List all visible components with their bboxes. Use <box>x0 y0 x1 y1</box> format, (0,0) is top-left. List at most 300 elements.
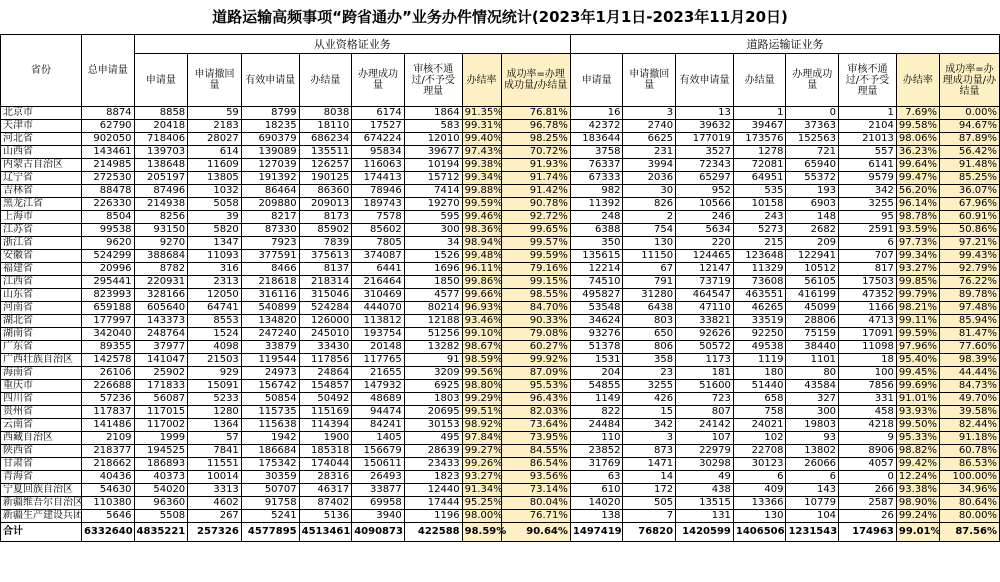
value-cell: 73608 <box>733 276 786 289</box>
value-cell: 86464 <box>241 185 299 198</box>
value-cell: 583 <box>404 120 462 133</box>
value-cell: 174963 <box>839 523 897 542</box>
value-cell: 13515 <box>676 497 734 510</box>
value-cell: 139089 <box>241 146 299 159</box>
value-cell: 127039 <box>241 159 299 172</box>
value-cell: 5058 <box>188 198 242 211</box>
value-cell: 117837 <box>81 406 134 419</box>
value-cell: 12214 <box>570 263 623 276</box>
value-cell: 822 <box>570 406 623 419</box>
value-cell: 21655 <box>352 367 405 380</box>
value-cell: 2036 <box>623 172 676 185</box>
value-cell: 84.70% <box>501 302 570 315</box>
province-cell: 黑龙江省 <box>1 198 82 211</box>
value-cell: 1 <box>733 107 786 120</box>
value-cell: 28806 <box>786 315 839 328</box>
value-cell: 13 <box>676 107 734 120</box>
value-cell: 248 <box>570 211 623 224</box>
value-cell: 54855 <box>570 380 623 393</box>
value-cell: 156742 <box>241 380 299 393</box>
value-cell: 6925 <box>404 380 462 393</box>
value-cell: 45099 <box>786 302 839 315</box>
value-cell: 97.73% <box>896 237 939 250</box>
value-cell: 8553 <box>188 315 242 328</box>
value-cell: 96360 <box>134 497 188 510</box>
value-cell: 3994 <box>623 159 676 172</box>
value-cell: 99.85% <box>896 276 939 289</box>
value-cell: 73.14% <box>501 484 570 497</box>
table-row <box>1 354 1000 367</box>
value-cell: 6903 <box>786 198 839 211</box>
value-cell: 15091 <box>188 380 242 393</box>
province-cell: 上海市 <box>1 211 82 224</box>
value-cell: 20148 <box>352 341 405 354</box>
province-cell: 浙江省 <box>1 237 82 250</box>
value-cell: 26 <box>839 510 897 523</box>
value-cell: 97.43% <box>462 146 501 159</box>
value-cell: 93 <box>786 432 839 445</box>
value-cell: 65297 <box>676 172 734 185</box>
value-cell: 36.07% <box>939 185 999 198</box>
value-cell: 350 <box>570 237 623 250</box>
value-cell: 76337 <box>570 159 623 172</box>
table-row <box>1 263 1000 276</box>
value-cell: 85.94% <box>939 315 999 328</box>
value-cell: 295441 <box>81 276 134 289</box>
value-cell: 12440 <box>404 484 462 497</box>
value-cell: 175342 <box>241 458 299 471</box>
value-cell: 91.34% <box>462 484 501 497</box>
value-cell: 5136 <box>299 510 352 523</box>
value-cell: 126257 <box>299 159 352 172</box>
province-cell: 广西壮族自治区 <box>1 354 82 367</box>
value-cell: 64741 <box>188 302 242 315</box>
value-cell: 97.96% <box>896 341 939 354</box>
value-cell: 62790 <box>81 120 134 133</box>
table-row <box>1 107 1000 120</box>
value-cell: 2740 <box>623 120 676 133</box>
value-cell: 6 <box>786 471 839 484</box>
value-cell: 17503 <box>839 276 897 289</box>
value-cell: 55372 <box>786 172 839 185</box>
value-cell: 316 <box>188 263 242 276</box>
value-cell: 1406506 <box>733 523 786 542</box>
province-cell: 河南省 <box>1 302 82 315</box>
table-row <box>1 224 1000 237</box>
value-cell: 46265 <box>733 302 786 315</box>
value-cell: 14 <box>623 471 676 484</box>
value-cell: 30359 <box>241 471 299 484</box>
value-cell: 93.27% <box>896 263 939 276</box>
value-cell: 5634 <box>676 224 734 237</box>
value-cell: 327 <box>786 393 839 406</box>
value-cell: 0 <box>786 107 839 120</box>
value-cell: 91.01% <box>896 393 939 406</box>
province-cell: 吉林省 <box>1 185 82 198</box>
value-cell: 99.66% <box>462 289 501 302</box>
value-cell: 60.78% <box>939 445 999 458</box>
value-cell: 33877 <box>352 484 405 497</box>
value-cell: 152563 <box>786 133 839 146</box>
value-cell: 51440 <box>733 380 786 393</box>
value-cell: 1526 <box>404 250 462 263</box>
value-cell: 56.42% <box>939 146 999 159</box>
value-cell: 57236 <box>81 393 134 406</box>
table-row <box>1 458 1000 471</box>
value-cell: 88478 <box>81 185 134 198</box>
table-body <box>1 107 1000 542</box>
value-cell: 82.03% <box>501 406 570 419</box>
value-cell: 80.64% <box>939 497 999 510</box>
value-cell: 1900 <box>299 432 352 445</box>
value-cell: 173576 <box>733 133 786 146</box>
value-cell: 142578 <box>81 354 134 367</box>
value-cell: 8466 <box>241 263 299 276</box>
value-cell: 76.22% <box>939 276 999 289</box>
province-cell: 陕西省 <box>1 445 82 458</box>
value-cell: 216464 <box>352 276 405 289</box>
value-cell: 63 <box>570 471 623 484</box>
value-cell: 3255 <box>623 380 676 393</box>
value-cell: 51256 <box>404 328 462 341</box>
value-cell: 87496 <box>134 185 188 198</box>
value-cell: 231 <box>623 146 676 159</box>
value-cell: 86.54% <box>501 458 570 471</box>
value-cell: 85602 <box>352 224 405 237</box>
value-cell: 205197 <box>134 172 188 185</box>
value-cell: 53548 <box>570 302 623 315</box>
value-cell: 247240 <box>241 328 299 341</box>
value-cell: 8256 <box>134 211 188 224</box>
table-row <box>1 393 1000 406</box>
value-cell: 147932 <box>352 380 405 393</box>
table-row <box>1 445 1000 458</box>
value-cell: 104 <box>786 510 839 523</box>
value-cell: 97.84% <box>462 432 501 445</box>
value-cell: 267 <box>188 510 242 523</box>
value-cell: 171833 <box>134 380 188 393</box>
value-cell: 4513461 <box>299 523 352 542</box>
value-cell: 79.08% <box>501 328 570 341</box>
value-cell: 6438 <box>623 302 676 315</box>
value-cell: 49.70% <box>939 393 999 406</box>
value-cell: 96.43% <box>501 393 570 406</box>
value-cell: 99.47% <box>896 172 939 185</box>
value-cell: 23 <box>623 367 676 380</box>
value-cell: 377591 <box>241 250 299 263</box>
value-cell: 85.25% <box>939 172 999 185</box>
value-cell: 93.38% <box>896 484 939 497</box>
value-cell: 409 <box>733 484 786 497</box>
value-cell: 99.79% <box>896 289 939 302</box>
value-cell: 73719 <box>676 276 734 289</box>
value-cell: 952 <box>676 185 734 198</box>
table-row <box>1 367 1000 380</box>
value-cell: 11329 <box>733 263 786 276</box>
value-cell: 388684 <box>134 250 188 263</box>
value-cell: 0.00% <box>939 107 999 120</box>
value-cell: 823993 <box>81 289 134 302</box>
value-cell: 99.10% <box>462 328 501 341</box>
value-cell: 37363 <box>786 120 839 133</box>
value-cell: 2109 <box>81 432 134 445</box>
value-cell: 12.24% <box>896 471 939 484</box>
value-cell: 463551 <box>733 289 786 302</box>
province-cell: 新疆生产建设兵团 <box>1 510 82 523</box>
value-cell: 2587 <box>839 497 897 510</box>
value-cell: 33879 <box>241 341 299 354</box>
value-cell: 266 <box>839 484 897 497</box>
value-cell: 119544 <box>241 354 299 367</box>
value-cell: 22708 <box>733 445 786 458</box>
value-cell: 39467 <box>733 120 786 133</box>
value-cell: 1166 <box>839 302 897 315</box>
value-cell: 92.72% <box>501 211 570 224</box>
province-cell: 江西省 <box>1 276 82 289</box>
value-cell: 19803 <box>786 419 839 432</box>
value-cell: 9579 <box>839 172 897 185</box>
value-cell: 93.56% <box>501 471 570 484</box>
value-cell: 1823 <box>404 471 462 484</box>
value-cell: 4835221 <box>134 523 188 542</box>
value-cell: 438 <box>676 484 734 497</box>
value-cell: 342 <box>623 419 676 432</box>
value-cell: 5241 <box>241 510 299 523</box>
value-cell: 718406 <box>134 133 188 146</box>
value-cell: 8504 <box>81 211 134 224</box>
value-cell: 79.16% <box>501 263 570 276</box>
value-cell: 180 <box>733 367 786 380</box>
value-cell: 100.00% <box>939 471 999 484</box>
table-row <box>1 302 1000 315</box>
table-row <box>1 172 1000 185</box>
value-cell: 11093 <box>188 250 242 263</box>
value-cell: 5646 <box>81 510 134 523</box>
value-cell: 7841 <box>188 445 242 458</box>
value-cell: 5233 <box>188 393 242 406</box>
value-cell: 342040 <box>81 328 134 341</box>
value-cell: 85902 <box>299 224 352 237</box>
value-cell: 12010 <box>404 133 462 146</box>
value-cell: 34 <box>404 237 462 250</box>
value-cell: 99.29% <box>462 393 501 406</box>
value-cell: 87.09% <box>501 367 570 380</box>
value-cell: 99.57% <box>501 237 570 250</box>
value-cell: 7923 <box>241 237 299 250</box>
value-cell: 98.90% <box>896 497 939 510</box>
value-cell: 93.46% <box>462 315 501 328</box>
value-cell: 117015 <box>134 406 188 419</box>
value-cell: 30 <box>623 185 676 198</box>
value-cell: 9270 <box>134 237 188 250</box>
value-cell: 100 <box>839 367 897 380</box>
value-cell: 42372 <box>570 120 623 133</box>
value-cell: 95.40% <box>896 354 939 367</box>
value-cell: 99.42% <box>896 458 939 471</box>
value-cell: 4090873 <box>352 523 405 542</box>
value-cell: 218314 <box>299 276 352 289</box>
value-cell: 1347 <box>188 237 242 250</box>
value-cell: 416199 <box>786 289 839 302</box>
value-cell: 7839 <box>299 237 352 250</box>
value-cell: 2104 <box>839 120 897 133</box>
value-cell: 139703 <box>134 146 188 159</box>
value-cell: 72343 <box>676 159 734 172</box>
value-cell: 34624 <box>570 315 623 328</box>
value-cell: 23852 <box>570 445 623 458</box>
value-cell: 17091 <box>839 328 897 341</box>
table-row <box>1 419 1000 432</box>
value-cell: 123648 <box>733 250 786 263</box>
province-cell: 福建省 <box>1 263 82 276</box>
province-cell: 新疆维吾尔自治区 <box>1 497 82 510</box>
value-cell: 143 <box>786 484 839 497</box>
value-cell: 74510 <box>570 276 623 289</box>
value-cell: 38440 <box>786 341 839 354</box>
value-cell: 1196 <box>404 510 462 523</box>
value-cell: 78946 <box>352 185 405 198</box>
value-cell: 51600 <box>676 380 734 393</box>
value-cell: 98.92% <box>462 419 501 432</box>
value-cell: 17444 <box>404 497 462 510</box>
value-cell: 6174 <box>352 107 405 120</box>
value-cell: 110 <box>570 432 623 445</box>
value-cell: 130 <box>733 510 786 523</box>
value-cell: 96.14% <box>896 198 939 211</box>
value-cell: 99.27% <box>462 445 501 458</box>
value-cell: 44.44% <box>939 367 999 380</box>
value-cell: 28027 <box>188 133 242 146</box>
value-cell: 272530 <box>81 172 134 185</box>
value-cell: 98.78% <box>896 211 939 224</box>
value-cell: 248764 <box>134 328 188 341</box>
value-cell: 98.80% <box>462 380 501 393</box>
value-cell: 122941 <box>786 250 839 263</box>
value-cell: 4098 <box>188 341 242 354</box>
value-cell: 99.92% <box>501 354 570 367</box>
table-row <box>1 289 1000 302</box>
value-cell: 8799 <box>241 107 299 120</box>
col-header: 办理成功量 <box>352 54 405 107</box>
value-cell: 99.24% <box>896 510 939 523</box>
col-header: 申请撤回量 <box>623 54 676 107</box>
value-cell: 117765 <box>352 354 405 367</box>
value-cell: 80.00% <box>939 510 999 523</box>
value-cell: 11150 <box>623 250 676 263</box>
value-cell: 707 <box>839 250 897 263</box>
value-cell: 754 <box>623 224 676 237</box>
value-cell: 7 <box>623 510 676 523</box>
value-cell: 26106 <box>81 367 134 380</box>
value-cell: 215 <box>733 237 786 250</box>
value-cell: 89355 <box>81 341 134 354</box>
value-cell: 18110 <box>299 120 352 133</box>
value-cell: 342 <box>839 185 897 198</box>
value-cell: 902050 <box>81 133 134 146</box>
value-cell: 11609 <box>188 159 242 172</box>
value-cell: 99.45% <box>896 367 939 380</box>
value-cell: 4057 <box>839 458 897 471</box>
value-cell: 674224 <box>352 133 405 146</box>
value-cell: 1364 <box>188 419 242 432</box>
value-cell: 138648 <box>134 159 188 172</box>
table-row <box>1 328 1000 341</box>
value-cell: 39632 <box>676 120 734 133</box>
value-cell: 1531 <box>570 354 623 367</box>
value-cell: 113812 <box>352 315 405 328</box>
value-cell: 316116 <box>241 289 299 302</box>
value-cell: 464547 <box>676 289 734 302</box>
value-cell: 86360 <box>299 185 352 198</box>
value-cell: 99.86% <box>462 276 501 289</box>
value-cell: 98.59% <box>462 523 501 542</box>
value-cell: 65940 <box>786 159 839 172</box>
value-cell: 2682 <box>786 224 839 237</box>
value-cell: 98.25% <box>501 133 570 146</box>
table-row <box>1 276 1000 289</box>
value-cell: 96.11% <box>462 263 501 276</box>
value-cell: 614 <box>188 146 242 159</box>
value-cell: 48689 <box>352 393 405 406</box>
value-cell: 90.33% <box>501 315 570 328</box>
table-row <box>1 380 1000 393</box>
value-cell: 143461 <box>81 146 134 159</box>
value-cell: 328166 <box>134 289 188 302</box>
value-cell: 99.46% <box>462 211 501 224</box>
value-cell: 80 <box>786 367 839 380</box>
value-cell: 24021 <box>733 419 786 432</box>
province-cell: 合计 <box>1 523 82 542</box>
value-cell: 10779 <box>786 497 839 510</box>
value-cell: 30153 <box>404 419 462 432</box>
value-cell: 758 <box>733 406 786 419</box>
value-cell: 243 <box>733 211 786 224</box>
value-cell: 204 <box>570 367 623 380</box>
value-cell: 39677 <box>404 146 462 159</box>
value-cell: 99.88% <box>462 185 501 198</box>
value-cell: 505 <box>623 497 676 510</box>
value-cell: 50492 <box>299 393 352 406</box>
col-header: 办结量 <box>299 54 352 107</box>
table-row <box>1 315 1000 328</box>
value-cell: 8782 <box>134 263 188 276</box>
value-cell: 99.48% <box>462 250 501 263</box>
value-cell: 95 <box>839 211 897 224</box>
value-cell: 226688 <box>81 380 134 393</box>
value-cell: 98.82% <box>896 445 939 458</box>
value-cell: 80214 <box>404 302 462 315</box>
value-cell: 99.15% <box>501 276 570 289</box>
value-cell: 209 <box>786 237 839 250</box>
value-cell: 24484 <box>570 419 623 432</box>
value-cell: 99.58% <box>896 120 939 133</box>
value-cell: 817 <box>839 263 897 276</box>
value-cell: 28639 <box>404 445 462 458</box>
value-cell: 209013 <box>299 198 352 211</box>
value-cell: 56105 <box>786 276 839 289</box>
value-cell: 98.06% <box>896 133 939 146</box>
total-row <box>1 523 1000 542</box>
value-cell: 6625 <box>623 133 676 146</box>
value-cell: 2183 <box>188 120 242 133</box>
value-cell: 30298 <box>676 458 734 471</box>
value-cell: 98.39% <box>939 354 999 367</box>
province-cell: 贵州省 <box>1 406 82 419</box>
value-cell: 1231543 <box>786 523 839 542</box>
value-cell: 99.65% <box>501 224 570 237</box>
table-row <box>1 471 1000 484</box>
value-cell: 1864 <box>404 107 462 120</box>
